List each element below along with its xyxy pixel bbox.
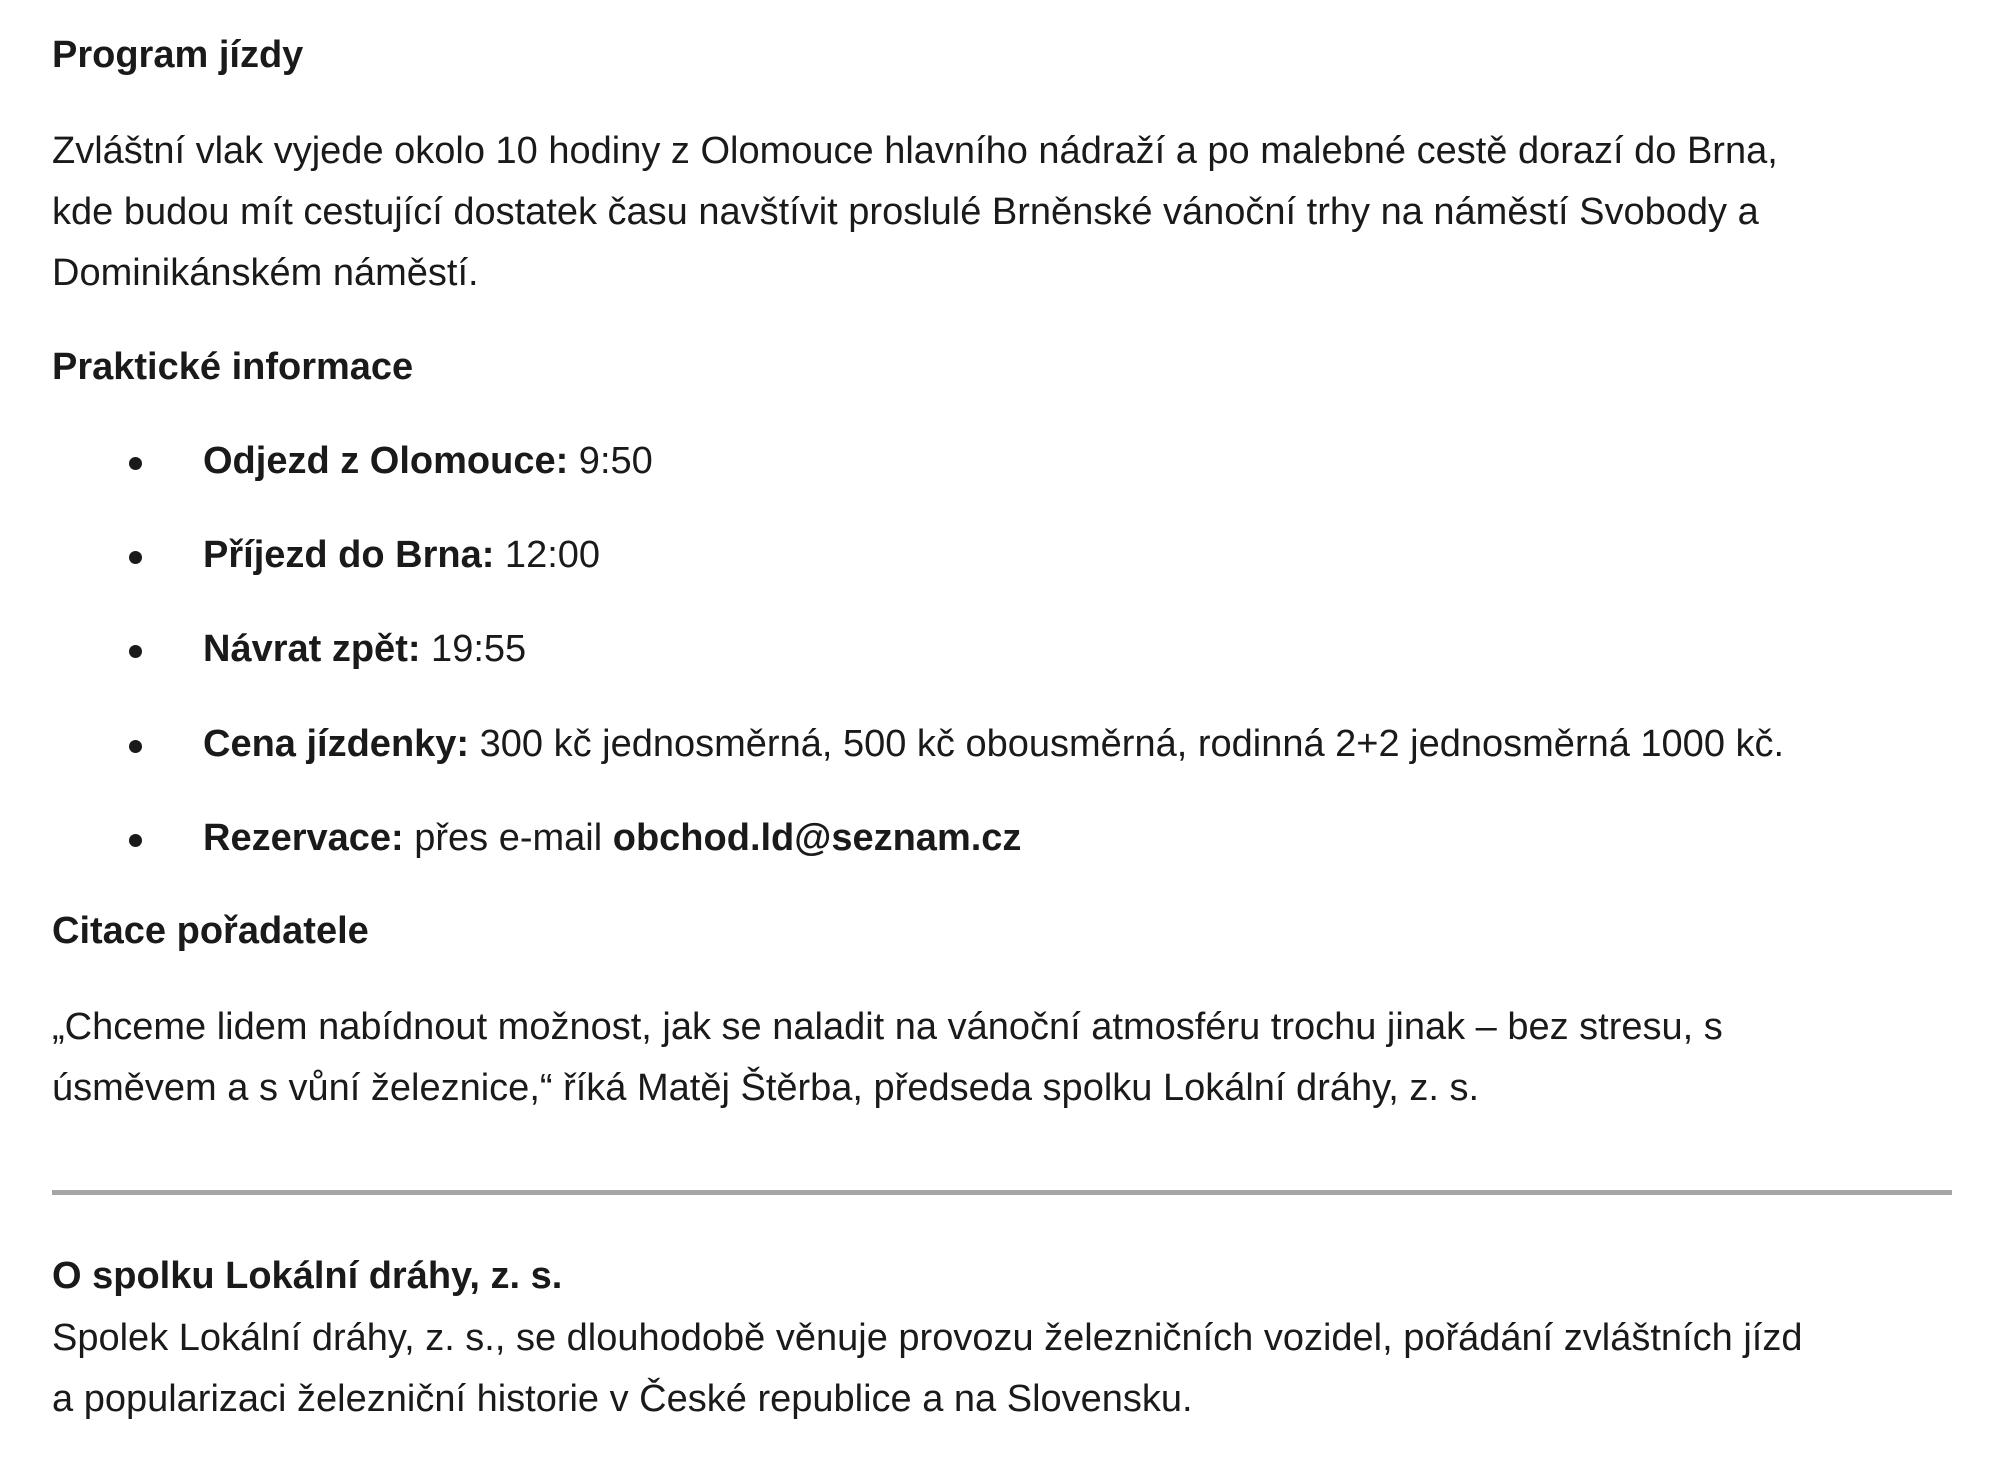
info-label: Příjezd do Brna: <box>203 534 495 576</box>
email-link[interactable]: obchod.ld@seznam.cz <box>612 817 1022 859</box>
bullet-icon <box>129 551 142 564</box>
program-line: Zvláštní vlak vyjede okolo 10 hodiny z Olomouce hlavního nádraží a po malebné cestě dorazí do Brna, <box>52 130 1778 172</box>
about-line: Spolek Lokální dráhy, z. s., se dlouhodobě věnuje provozu železničních vozidel, pořádání zvláštních jízd <box>52 1317 1803 1359</box>
info-heading: Praktické informace <box>52 346 414 388</box>
info-label: Rezervace: <box>203 817 404 859</box>
quote-line: „Chceme lidem nabídnout možnost, jak se naladit na vánoční atmosféru trochu jinak – bez stresu, s <box>52 1006 1723 1048</box>
program-heading: Program jízdy <box>52 34 304 76</box>
quote-heading: Citace pořadatele <box>52 910 369 952</box>
info-value: přes e-mail <box>403 817 613 859</box>
quote-line: úsměvem a s vůní železnice,“ říká Matěj Štěrba, předseda spolku Lokální dráhy, z. s. <box>52 1067 1480 1109</box>
bullet-icon <box>129 457 142 470</box>
bullet-icon <box>129 834 142 847</box>
program-line: Dominikánském náměstí. <box>52 252 479 294</box>
program-paragraph <box>52 121 1972 304</box>
bullet-icon <box>129 740 142 753</box>
info-label: Odjezd z Olomouce: <box>203 440 569 482</box>
program-line: kde budou mít cestující dostatek času navštívit proslulé Brněnské vánoční trhy na náměstí Svobody a <box>52 191 1759 233</box>
about-line: a popularizaci železniční historie v České republice a na Slovensku. <box>52 1378 1193 1420</box>
section-divider <box>52 1190 1952 1195</box>
about-paragraph <box>52 1308 1972 1430</box>
quote-paragraph <box>52 997 1972 1119</box>
info-value: 19:55 <box>420 628 527 670</box>
info-value: 12:00 <box>494 534 601 576</box>
about-heading: O spolku Lokální dráhy, z. s. <box>52 1255 563 1297</box>
bullet-icon <box>129 645 142 658</box>
info-value: 9:50 <box>568 440 653 482</box>
info-label: Cena jízdenky: <box>203 723 470 765</box>
info-label: Návrat zpět: <box>203 628 421 670</box>
info-value: 300 kč jednosměrná, 500 kč obousměrná, rodinná 2+2 jednosměrná 1000 kč. <box>469 723 1785 765</box>
